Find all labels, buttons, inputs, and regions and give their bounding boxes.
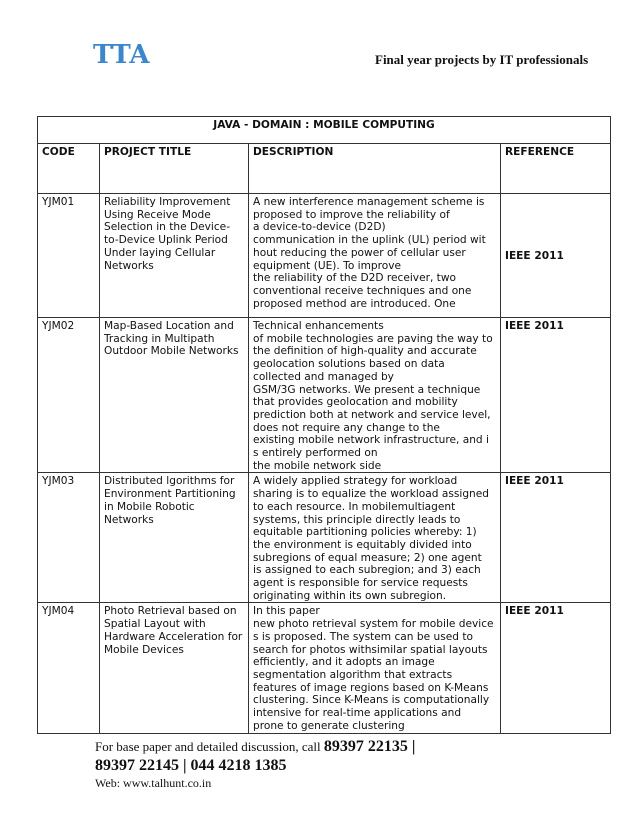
- cell-title: Distributed lgorithms for Environment Partitioning in Mobile Robotic Networks: [100, 473, 249, 603]
- cell-code: YJM04: [38, 603, 100, 733]
- cell-reference: IEEE 2011: [501, 603, 611, 733]
- column-header-title: PROJECT TITLE: [100, 144, 249, 194]
- table-row: [38, 194, 611, 318]
- table-row: [38, 603, 611, 733]
- projects-table: [37, 116, 611, 734]
- domain-row: [38, 117, 611, 144]
- cell-code: YJM01: [38, 194, 100, 318]
- cell-description: Technical enhancements of mobile technologies are paving the way to the definition of high-quality and accurate geolocation solutions based on data collected and managed by GSM/3G networks. We present a technique that provides geolocation and mobility prediction both at network and service level, does not require any change to the existing mobile network infrastructure, and i s entirely performed on the mobile network side: [249, 318, 501, 473]
- cell-reference: IEEE 2011: [501, 473, 611, 603]
- footer-website: Web: www.talhunt.co.in: [95, 776, 212, 790]
- cell-code: YJM02: [38, 318, 100, 473]
- table-row: [38, 473, 611, 603]
- cell-title: Reliability Improvement Using Receive Mode Selection in the Device- to-Device Uplink Period Under laying Cellular Networks: [100, 194, 249, 318]
- footer-contact-line: [95, 738, 415, 756]
- column-header-description: DESCRIPTION: [249, 144, 501, 194]
- cell-description: In this paper new photo retrieval system for mobile device s is proposed. The system can be used to search for photos withsimilar spatial layouts efficiently, and it adopts an image segmentation algorithm that extracts features of image regions based on K-Means clustering. Since K-Means is computationally intensive for real-time applications and prone to generate clustering: [249, 603, 501, 733]
- column-header-reference: REFERENCE: [501, 144, 611, 194]
- cell-reference: IEEE 2011: [501, 194, 611, 318]
- domain-title: JAVA - DOMAIN : MOBILE COMPUTING: [38, 117, 611, 144]
- table-row: [38, 318, 611, 473]
- cell-title: Map-Based Location and Tracking in Multipath Outdoor Mobile Networks: [100, 318, 249, 473]
- cell-description: A widely applied strategy for workload sharing is to equalize the workload assigned to each resource. In mobilemultiagent systems, this principle directly leads to equitable partitioning policies whereby: 1) the environment is equitably divided into subregions of equal measure; 2) one agent is assigned to each subregion; and 3) each agent is responsible for service requests originating within its own subregion.: [249, 473, 501, 603]
- cell-title: Photo Retrieval based on Spatial Layout with Hardware Acceleration for Mobile Devices: [100, 603, 249, 733]
- cell-code: YJM03: [38, 473, 100, 603]
- footer-prefix: For base paper and detailed discussion, call: [95, 739, 324, 754]
- cell-reference: IEEE 2011: [501, 318, 611, 473]
- header-row: [38, 144, 611, 194]
- header-tagline: Final year projects by IT professionals: [375, 52, 589, 67]
- footer-phones: 89397 22145 | 044 4218 1385: [95, 757, 287, 774]
- logo: TTA: [93, 40, 150, 70]
- cell-description: A new interference management scheme is proposed to improve the reliability of a device-to-device (D2D) communication in the uplink (UL) period wit hout reducing the power of cellular user equipment (UE). To improve the reliability of the D2D receiver, two conventional receive techniques and one proposed method are introduced. One: [249, 194, 501, 318]
- column-header-code: CODE: [38, 144, 100, 194]
- footer-phone: 89397 22135 |: [323, 738, 416, 755]
